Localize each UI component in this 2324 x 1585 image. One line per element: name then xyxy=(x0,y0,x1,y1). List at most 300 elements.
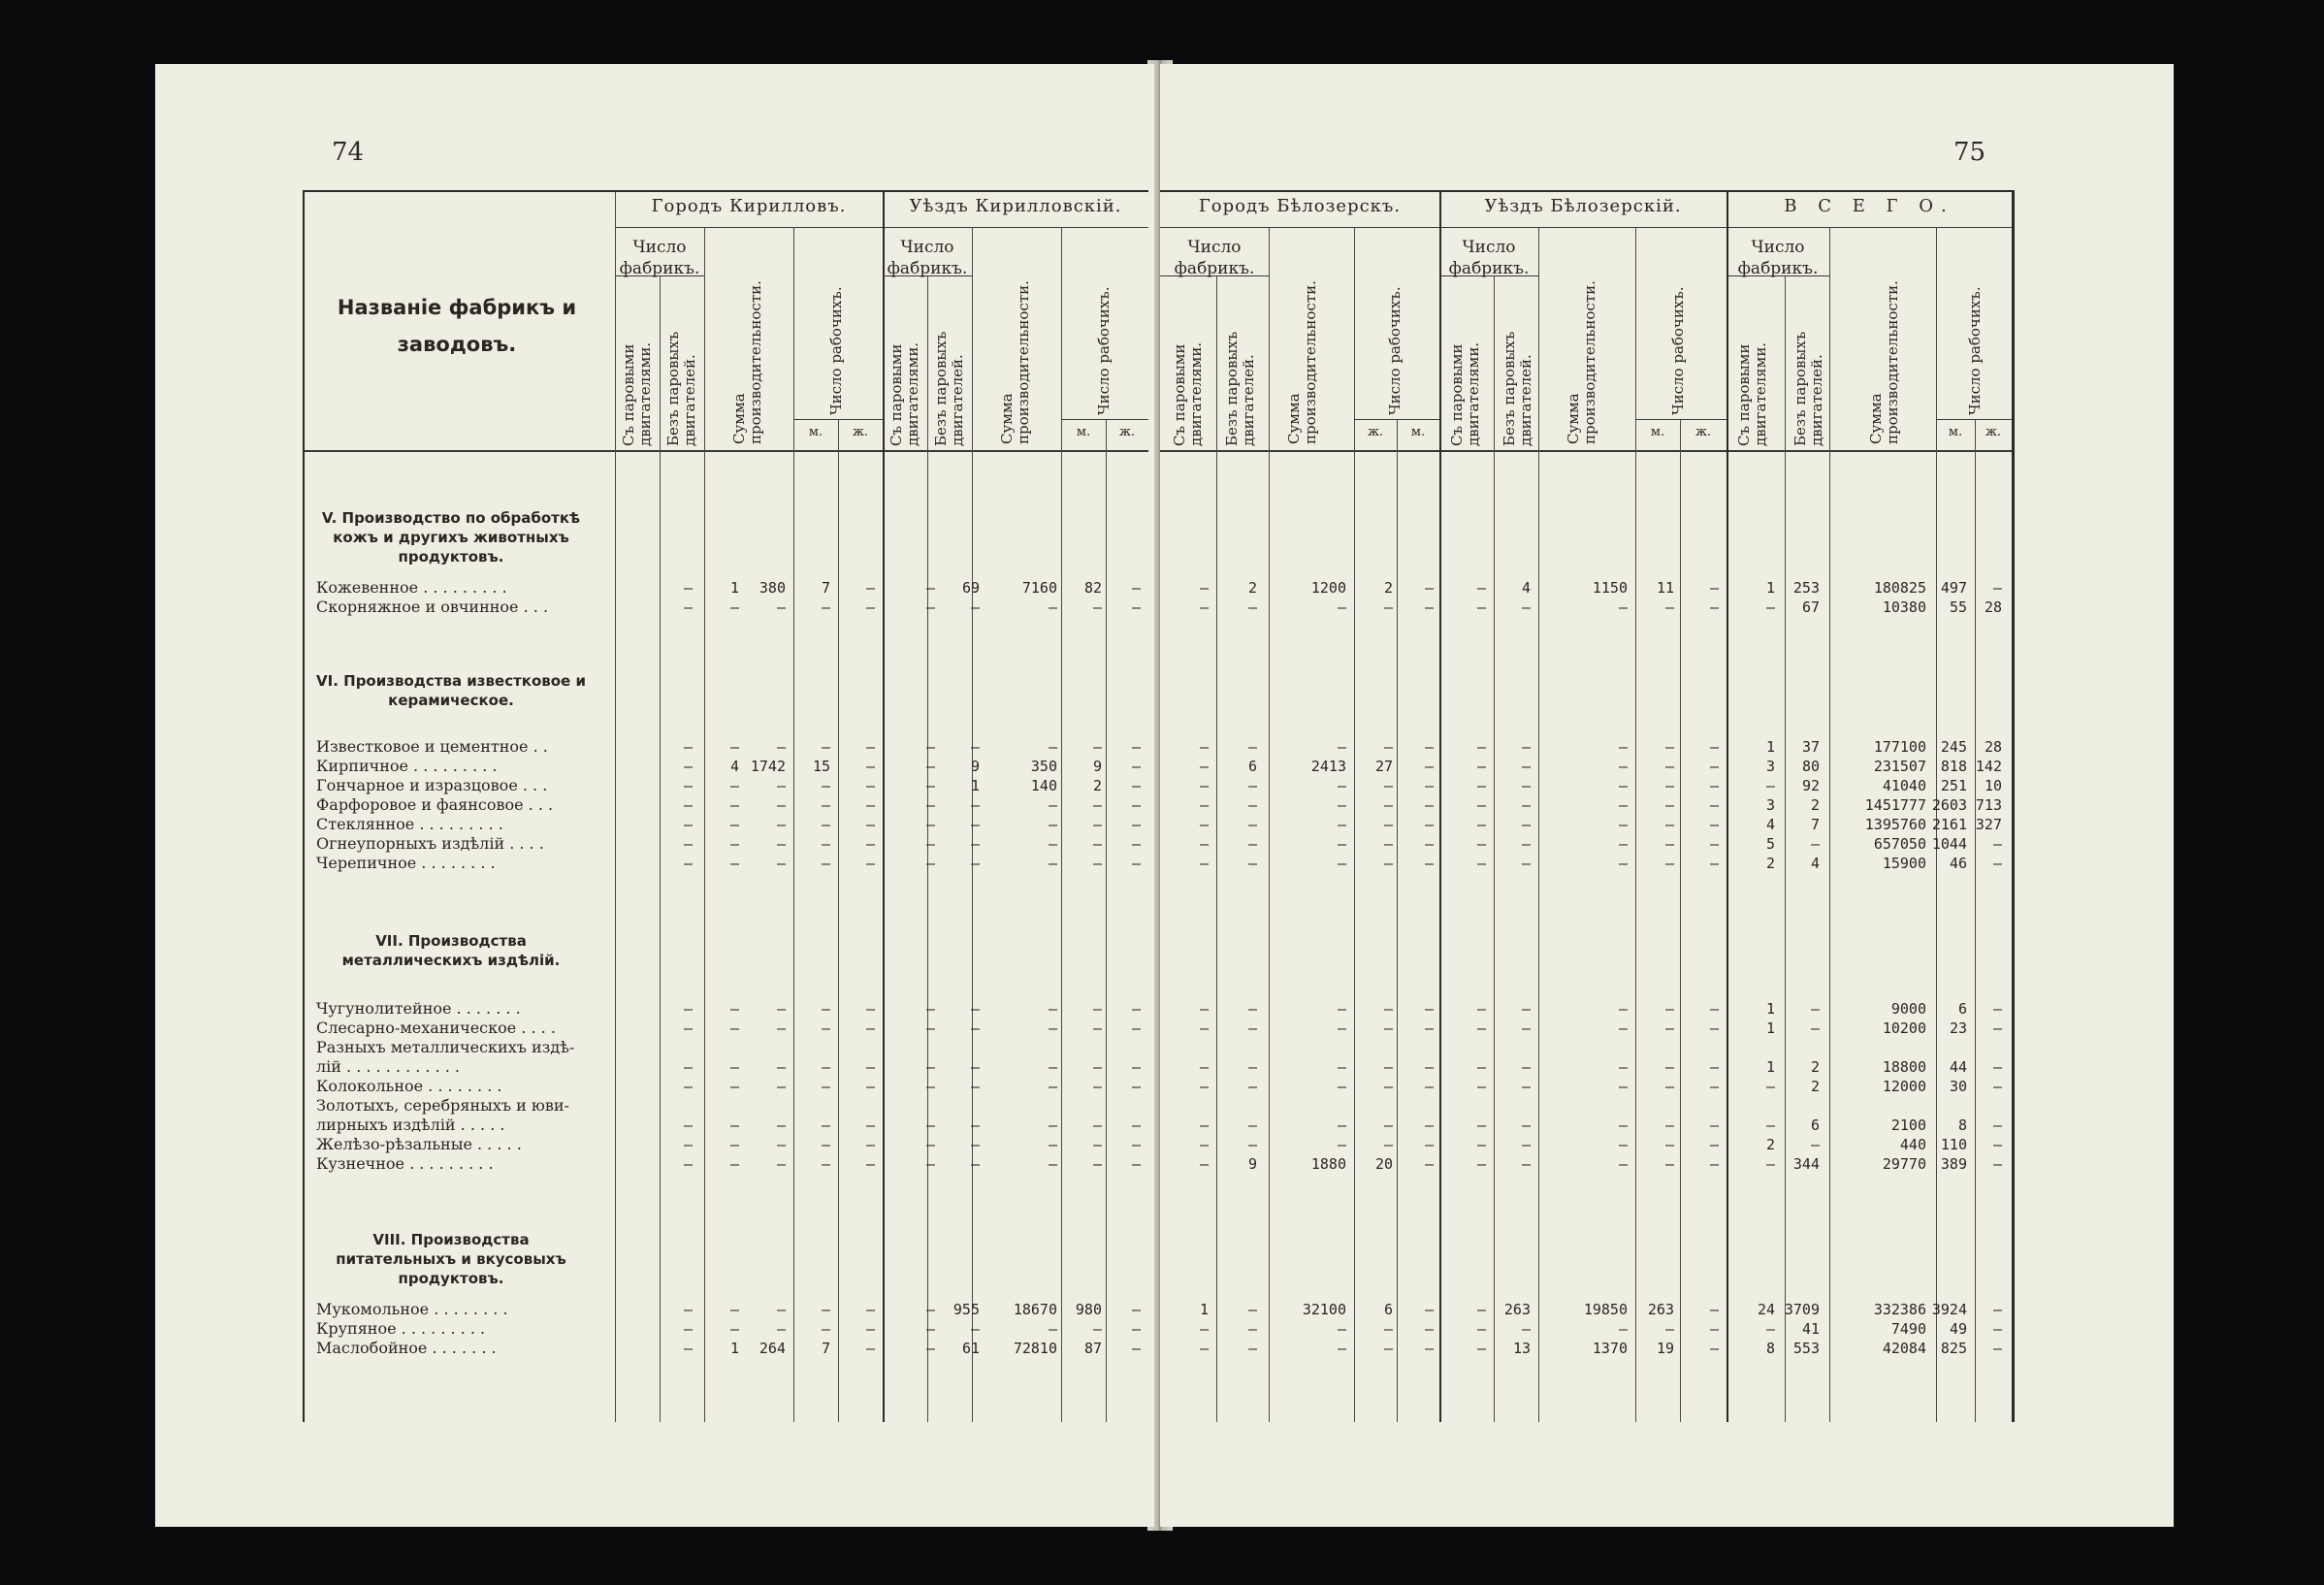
table-cell: 2 xyxy=(1765,1136,1775,1153)
table-cell: — xyxy=(1521,1116,1531,1134)
table-cell: 29770 xyxy=(1882,1155,1926,1173)
table-cell: — xyxy=(1424,1000,1434,1018)
section-title: VI. Производства известковое и керамическое. xyxy=(316,672,586,709)
table-cell: — xyxy=(925,1078,935,1095)
table-cell: — xyxy=(1476,1320,1486,1338)
table-cell: 1 xyxy=(1199,1301,1209,1318)
table-cell: 61 xyxy=(961,1340,980,1357)
header-production-sum: Сумма производительности. xyxy=(1565,280,1598,444)
table-cell: — xyxy=(683,598,693,616)
table-cell: — xyxy=(1709,855,1719,872)
table-cell: — xyxy=(1131,1078,1141,1095)
table-cell: — xyxy=(776,816,786,833)
table-cell: — xyxy=(925,1116,935,1134)
table-cell: — xyxy=(925,796,935,814)
table-cell: 18670 xyxy=(1013,1301,1057,1318)
section-title: VIII. Производства питательныхъ и вкусовыхъ продуктовъ. xyxy=(336,1231,566,1287)
table-cell: — xyxy=(683,1320,693,1338)
header-workers: Число рабочихъ. xyxy=(1095,286,1113,415)
table-cell: — xyxy=(821,598,830,616)
table-cell: — xyxy=(925,1019,935,1037)
table-cell: — xyxy=(1476,1155,1486,1173)
table-cell: — xyxy=(821,796,830,814)
table-cell: — xyxy=(1131,835,1141,853)
table-cell: — xyxy=(1383,816,1393,833)
table-cell: — xyxy=(925,1340,935,1357)
table-cell: — xyxy=(1337,1058,1346,1076)
header-no-steam-engines: Безъ паровыхъ двигателей. xyxy=(664,331,698,446)
table-cell: — xyxy=(1521,1078,1531,1095)
table-cell: — xyxy=(1247,777,1257,794)
table-cell: 1370 xyxy=(1592,1340,1628,1357)
table-cell: — xyxy=(1424,1340,1434,1357)
table-cell: — xyxy=(970,598,980,616)
table-cell: — xyxy=(776,1136,786,1153)
table-cell: 263 xyxy=(1503,1301,1531,1318)
table-cell: 4 xyxy=(1765,816,1775,833)
table-cell: 80 xyxy=(1801,758,1820,775)
table-cell: — xyxy=(1383,835,1393,853)
table-cell: — xyxy=(1664,1000,1674,1018)
table-cell: 497 xyxy=(1940,579,1967,597)
header-steam-engines: Съ паровыми двигателями. xyxy=(1448,341,1482,446)
table-cell: 327 xyxy=(1975,816,2002,833)
table-cell: — xyxy=(925,1155,935,1173)
table-cell: 8 xyxy=(1765,1340,1775,1357)
table-cell: — xyxy=(729,777,739,794)
table-cell: — xyxy=(1709,1019,1719,1037)
table-cell: — xyxy=(1048,1136,1057,1153)
table-cell: — xyxy=(729,855,739,872)
table-cell: — xyxy=(1337,1000,1346,1018)
table-cell: — xyxy=(1709,1136,1719,1153)
row-name: Слесарно-механическое . . . . xyxy=(316,1019,556,1037)
table-cell: — xyxy=(1709,1078,1719,1095)
header-female: ж. xyxy=(1985,425,2002,439)
header-production-sum: Сумма производительности. xyxy=(730,280,764,444)
table-cell: — xyxy=(1131,1340,1141,1357)
table-cell: — xyxy=(1092,796,1102,814)
table-cell: — xyxy=(1048,796,1057,814)
table-cell: — xyxy=(1131,758,1141,775)
table-cell: 1 xyxy=(729,1340,739,1357)
table-cell: 9 xyxy=(1247,1155,1257,1173)
table-cell: — xyxy=(1618,835,1628,853)
table-cell: — xyxy=(1664,1320,1674,1338)
table-cell: — xyxy=(729,1000,739,1018)
table-cell: 1 xyxy=(1765,1019,1775,1037)
table-cell: — xyxy=(1521,1058,1531,1076)
header-workers: Число рабочихъ. xyxy=(827,286,845,415)
table-cell: 380 xyxy=(759,579,786,597)
table-cell: — xyxy=(821,1078,830,1095)
table-cell: 9 xyxy=(1092,758,1102,775)
table-cell: — xyxy=(1131,598,1141,616)
table-cell: — xyxy=(1383,1136,1393,1153)
table-cell: — xyxy=(1199,855,1209,872)
table-cell: — xyxy=(1476,738,1486,756)
row-name: Кожевенное . . . . . . . . . xyxy=(316,578,507,597)
table-cell: — xyxy=(821,1320,830,1338)
table-cell: 2413 xyxy=(1310,758,1346,775)
table-cell: — xyxy=(1476,758,1486,775)
table-cell: — xyxy=(1199,738,1209,756)
table-cell: 87 xyxy=(1083,1340,1102,1357)
table-cell: — xyxy=(1247,1019,1257,1037)
table-cell: — xyxy=(1664,598,1674,616)
table-cell: 44 xyxy=(1949,1058,1967,1076)
table-cell: 2 xyxy=(1810,1058,1820,1076)
header-steam-engines: Съ паровыми двигателями. xyxy=(888,341,921,446)
header-female: ж. xyxy=(1695,425,1712,439)
table-cell: — xyxy=(1618,1136,1628,1153)
table-cell: — xyxy=(1765,1155,1775,1173)
table-cell: — xyxy=(821,777,830,794)
table-cell: 1150 xyxy=(1592,579,1628,597)
table-cell: — xyxy=(776,1155,786,1173)
table-cell: — xyxy=(1992,1136,2002,1153)
table-cell: — xyxy=(1709,758,1719,775)
table-cell: 20 xyxy=(1374,1155,1393,1173)
table-cell: — xyxy=(1337,1340,1346,1357)
table-cell: — xyxy=(1131,1320,1141,1338)
table-cell: 9000 xyxy=(1890,1000,1926,1018)
table-cell: — xyxy=(970,738,980,756)
table-cell: — xyxy=(1664,1136,1674,1153)
table-cell: — xyxy=(1199,1019,1209,1037)
table-cell: — xyxy=(729,1301,739,1318)
table-cell: — xyxy=(925,855,935,872)
table-cell: 657050 xyxy=(1873,835,1926,853)
table-cell: — xyxy=(1199,1058,1209,1076)
table-cell: 6 xyxy=(1247,758,1257,775)
table-cell: — xyxy=(1765,1078,1775,1095)
table-cell: — xyxy=(1709,579,1719,597)
table-cell: — xyxy=(1424,835,1434,853)
group-header-total: В С Е Г О. xyxy=(1784,196,1954,216)
table-cell: — xyxy=(1199,1155,1209,1173)
table-cell: — xyxy=(776,598,786,616)
table-cell: — xyxy=(776,1078,786,1095)
column-header-name: Названіе фабрикъ и заводовъ. xyxy=(337,296,577,356)
table-cell: — xyxy=(1092,1320,1102,1338)
table-cell: — xyxy=(776,1058,786,1076)
table-cell: — xyxy=(1131,1058,1141,1076)
table-cell: — xyxy=(1765,1116,1775,1134)
table-cell: 8 xyxy=(1957,1116,1967,1134)
table-cell: 553 xyxy=(1792,1340,1820,1357)
table-cell: — xyxy=(865,1340,875,1357)
table-cell: 2161 xyxy=(1931,816,1967,833)
table-cell: — xyxy=(1709,796,1719,814)
table-cell: — xyxy=(925,598,935,616)
table-cell: 264 xyxy=(759,1340,786,1357)
table-cell: — xyxy=(1664,796,1674,814)
table-cell: — xyxy=(1247,1340,1257,1357)
table-cell: — xyxy=(1709,777,1719,794)
table-cell: — xyxy=(1383,1340,1393,1357)
row-name: Скорняжное и овчинное . . . xyxy=(316,598,549,616)
table-cell: — xyxy=(1424,1301,1434,1318)
header-male: м. xyxy=(808,425,823,439)
table-cell: — xyxy=(865,1058,875,1076)
table-cell: — xyxy=(1247,835,1257,853)
row-name: Золотыхъ, серебряныхъ и юви- xyxy=(316,1096,569,1115)
table-cell: — xyxy=(776,777,786,794)
table-cell: — xyxy=(865,1301,875,1318)
table-cell: — xyxy=(1476,579,1486,597)
header-production-sum: Сумма производительности. xyxy=(998,280,1032,444)
table-cell: 46 xyxy=(1949,855,1967,872)
table-cell: — xyxy=(1664,1155,1674,1173)
table-cell: — xyxy=(1131,1301,1141,1318)
table-cell: — xyxy=(1709,1155,1719,1173)
table-cell: — xyxy=(683,816,693,833)
table-cell: 1 xyxy=(970,777,980,794)
table-cell: — xyxy=(1092,1136,1102,1153)
table-cell: — xyxy=(1092,1000,1102,1018)
table-cell: — xyxy=(1247,1078,1257,1095)
table-cell: — xyxy=(1199,579,1209,597)
table-cell: — xyxy=(1247,796,1257,814)
table-cell: — xyxy=(1199,758,1209,775)
table-cell: — xyxy=(1048,835,1057,853)
row-name: Кирпичное . . . . . . . . . xyxy=(316,757,498,775)
table-cell: — xyxy=(1383,1000,1393,1018)
table-cell: — xyxy=(1199,816,1209,833)
table-cell: — xyxy=(1521,758,1531,775)
table-cell: — xyxy=(1199,1340,1209,1357)
table-cell: — xyxy=(821,1301,830,1318)
table-cell: — xyxy=(1664,835,1674,853)
table-cell: — xyxy=(1618,1019,1628,1037)
table-cell: — xyxy=(1247,1058,1257,1076)
row-name: Огнеупорныхъ издѣлій . . . . xyxy=(316,834,544,853)
table-cell: — xyxy=(1521,855,1531,872)
table-cell: — xyxy=(865,1136,875,1153)
table-cell: — xyxy=(1476,1078,1486,1095)
table-cell: — xyxy=(683,1019,693,1037)
table-cell: — xyxy=(1131,579,1141,597)
table-cell: 41040 xyxy=(1882,777,1926,794)
table-cell: 140 xyxy=(1030,777,1057,794)
table-cell: 5 xyxy=(1765,835,1775,853)
table-cell: — xyxy=(925,1058,935,1076)
table-cell: — xyxy=(865,1019,875,1037)
row-name: Гончарное и изразцовое . . . xyxy=(316,776,548,794)
header-chislo-fabrik: Число фабрикъ. xyxy=(887,238,968,278)
table-cell: 142 xyxy=(1975,758,2002,775)
table-cell: — xyxy=(683,1078,693,1095)
header-workers: Число рабочихъ. xyxy=(1386,286,1404,415)
table-cell: — xyxy=(1092,1116,1102,1134)
table-cell: 980 xyxy=(1075,1301,1102,1318)
table-cell: — xyxy=(1424,738,1434,756)
table-cell: — xyxy=(1521,598,1531,616)
table-cell: — xyxy=(729,598,739,616)
table-cell: — xyxy=(1424,1078,1434,1095)
table-cell: — xyxy=(1383,1078,1393,1095)
table-cell: — xyxy=(1199,1000,1209,1018)
table-cell: — xyxy=(1337,1320,1346,1338)
table-cell: — xyxy=(1476,835,1486,853)
table-cell: — xyxy=(1709,1320,1719,1338)
header-male: м. xyxy=(1650,425,1665,439)
table-cell: 2 xyxy=(1810,1078,1820,1095)
table-cell: — xyxy=(970,1000,980,1018)
table-cell: 251 xyxy=(1940,777,1967,794)
table-cell: — xyxy=(1521,1000,1531,1018)
table-cell: 177100 xyxy=(1873,738,1926,756)
table-cell: — xyxy=(1048,598,1057,616)
table-cell: — xyxy=(729,835,739,853)
table-cell: 10 xyxy=(1984,777,2002,794)
table-cell: 1395760 xyxy=(1864,816,1926,833)
table-cell: 231507 xyxy=(1873,758,1926,775)
table-cell: — xyxy=(1131,1019,1141,1037)
header-production-sum: Сумма производительности. xyxy=(1285,280,1319,444)
table-cell: — xyxy=(1476,855,1486,872)
row-name: Мукомольное . . . . . . . . xyxy=(316,1300,508,1318)
table-cell: — xyxy=(1092,738,1102,756)
table-cell: — xyxy=(1618,1078,1628,1095)
table-cell: — xyxy=(1337,796,1346,814)
table-cell: — xyxy=(1092,855,1102,872)
table-cell: — xyxy=(1618,816,1628,833)
table-cell: 4 xyxy=(729,758,739,775)
table-cell: — xyxy=(1048,1000,1057,1018)
table-cell: — xyxy=(1131,1116,1141,1134)
table-cell: — xyxy=(1521,835,1531,853)
table-cell: — xyxy=(1199,1078,1209,1095)
header-no-steam-engines: Безъ паровыхъ двигателей. xyxy=(932,331,966,446)
row-name: Крупяное . . . . . . . . . xyxy=(316,1319,486,1338)
table-cell: 42084 xyxy=(1882,1340,1926,1357)
table-cell: 13 xyxy=(1512,1340,1531,1357)
table-cell: — xyxy=(1476,598,1486,616)
table-cell: 6 xyxy=(1383,1301,1393,1318)
header-female: ж. xyxy=(1367,425,1384,439)
table-cell: 19850 xyxy=(1583,1301,1628,1318)
table-cell: 253 xyxy=(1792,579,1820,597)
table-cell: 2100 xyxy=(1890,1116,1926,1134)
table-cell: — xyxy=(1424,1320,1434,1338)
table-cell: 18800 xyxy=(1882,1058,1926,1076)
table-cell: — xyxy=(1048,1019,1057,1037)
table-cell: — xyxy=(821,1058,830,1076)
table-cell: — xyxy=(1664,1019,1674,1037)
table-cell: — xyxy=(1521,1320,1531,1338)
table-cell: — xyxy=(1048,1116,1057,1134)
table-cell: — xyxy=(1337,855,1346,872)
table-cell: — xyxy=(729,1155,739,1173)
table-cell: — xyxy=(1476,816,1486,833)
table-cell: — xyxy=(865,758,875,775)
table-cell: — xyxy=(1521,1019,1531,1037)
table-cell: — xyxy=(1992,835,2002,853)
table-cell: — xyxy=(1048,1155,1057,1173)
table-cell: — xyxy=(1337,598,1346,616)
table-cell: — xyxy=(729,1116,739,1134)
table-cell: — xyxy=(1131,1000,1141,1018)
table-cell: — xyxy=(1476,1340,1486,1357)
table-cell: — xyxy=(1199,1116,1209,1134)
table-cell: 713 xyxy=(1975,796,2002,814)
table-cell: — xyxy=(1199,796,1209,814)
table-cell: — xyxy=(1383,855,1393,872)
table-cell: — xyxy=(1992,855,2002,872)
table-cell: — xyxy=(1618,1155,1628,1173)
table-cell: 1 xyxy=(1765,1058,1775,1076)
table-cell: — xyxy=(1131,855,1141,872)
table-cell: — xyxy=(970,1320,980,1338)
table-cell: — xyxy=(1992,1078,2002,1095)
table-cell: — xyxy=(865,777,875,794)
row-name: лій . . . . . . . . . . . . xyxy=(316,1057,461,1076)
table-cell: — xyxy=(1521,796,1531,814)
table-cell: 332386 xyxy=(1873,1301,1926,1318)
table-cell: — xyxy=(683,777,693,794)
table-cell: 3 xyxy=(1765,758,1775,775)
table-cell: — xyxy=(925,1301,935,1318)
table-cell: — xyxy=(1664,1078,1674,1095)
table-cell: — xyxy=(1337,1078,1346,1095)
table-cell: — xyxy=(1424,758,1434,775)
table-cell: 10200 xyxy=(1882,1019,1926,1037)
table-cell: 7490 xyxy=(1890,1320,1926,1338)
table-cell: — xyxy=(865,738,875,756)
table-cell: 30 xyxy=(1949,1078,1967,1095)
table-cell: — xyxy=(1247,1320,1257,1338)
table-cell: — xyxy=(1424,777,1434,794)
table-cell: — xyxy=(1247,1136,1257,1153)
table-cell: — xyxy=(1618,738,1628,756)
table-cell: — xyxy=(1992,1116,2002,1134)
table-cell: — xyxy=(683,796,693,814)
table-cell: — xyxy=(1048,738,1057,756)
table-cell: 1 xyxy=(1765,579,1775,597)
table-cell: — xyxy=(1092,1155,1102,1173)
header-chislo-fabrik: Число фабрикъ. xyxy=(619,238,700,278)
table-cell: — xyxy=(1765,1320,1775,1338)
table-cell: — xyxy=(729,796,739,814)
table-cell: 245 xyxy=(1940,738,1967,756)
table-cell: 28 xyxy=(1984,598,2002,616)
table-cell: — xyxy=(1618,1058,1628,1076)
table-cell: — xyxy=(925,1136,935,1153)
table-cell: 92 xyxy=(1801,777,1820,794)
table-cell: 19 xyxy=(1656,1340,1674,1357)
page-number-right: 75 xyxy=(1953,138,1986,167)
table-cell: — xyxy=(776,1301,786,1318)
table-cell: 69 xyxy=(961,579,980,597)
row-name: Кузнечное . . . . . . . . . xyxy=(316,1154,494,1173)
table-cell: — xyxy=(729,1136,739,1153)
table-cell: — xyxy=(1521,738,1531,756)
table-cell: — xyxy=(1709,738,1719,756)
row-name: Маслобойное . . . . . . . xyxy=(316,1339,497,1357)
table-cell: — xyxy=(1247,1301,1257,1318)
table-cell: — xyxy=(1618,1320,1628,1338)
row-name: Разныхъ металлическихъ издѣ- xyxy=(316,1038,575,1056)
table-cell: 6 xyxy=(1810,1116,1820,1134)
table-cell: — xyxy=(865,816,875,833)
table-cell: — xyxy=(865,835,875,853)
table-cell: — xyxy=(1383,738,1393,756)
table-cell: 7 xyxy=(1810,816,1820,833)
table-cell: 389 xyxy=(1940,1155,1967,1173)
table-cell: — xyxy=(1476,1000,1486,1018)
